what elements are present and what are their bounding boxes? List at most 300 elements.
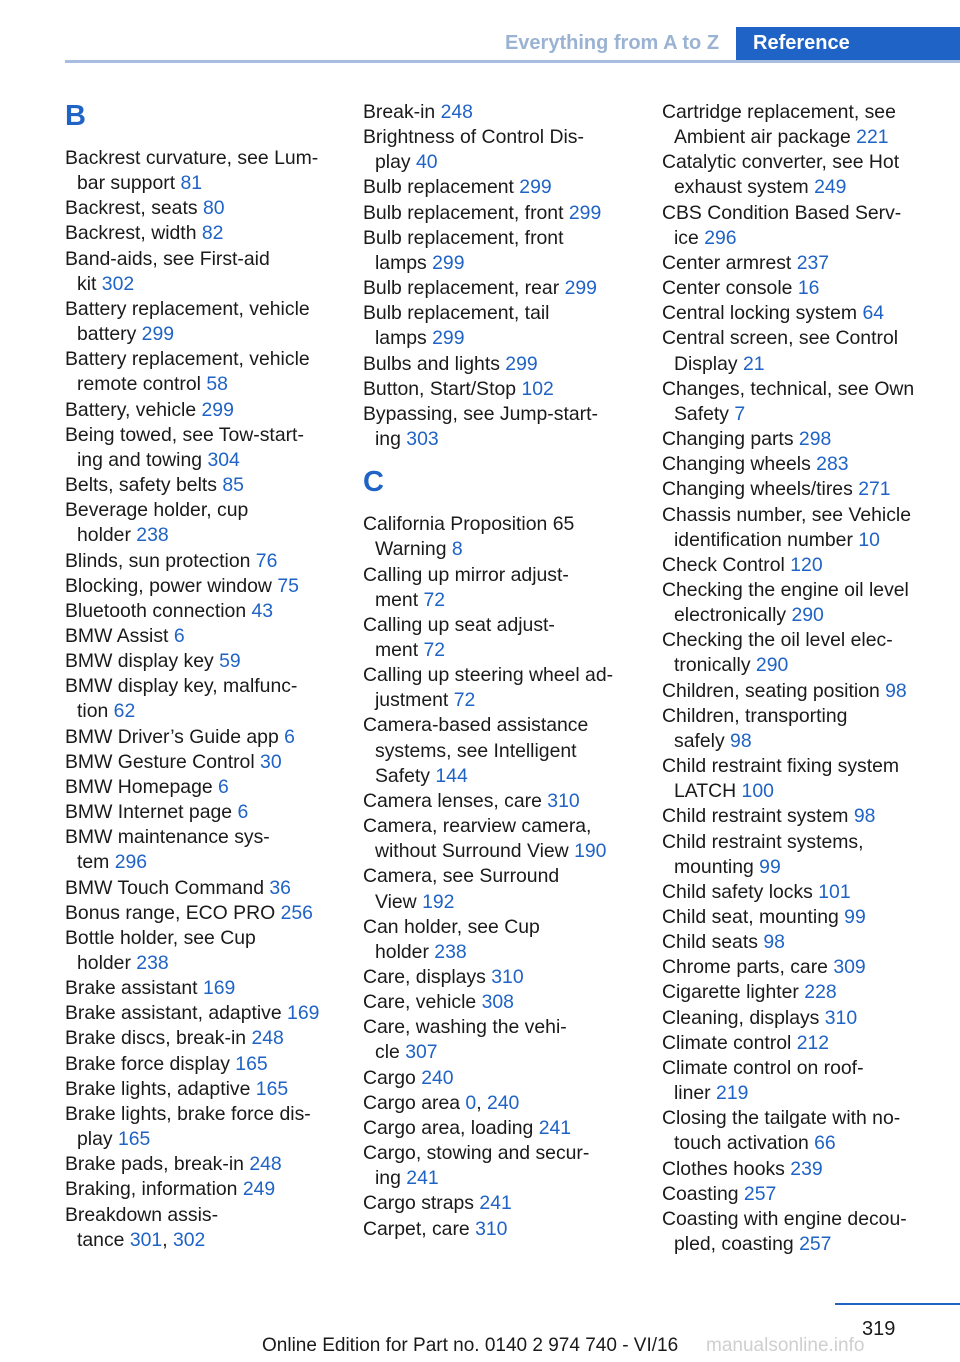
index-entry: [65, 750, 335, 775]
index-term: Child seats: [662, 931, 758, 954]
index-term: LATCH: [674, 780, 737, 803]
page-reference-link[interactable]: 310: [824, 1006, 858, 1029]
index-term: Camera, see Surround: [363, 865, 560, 888]
page-reference-link[interactable]: 10: [858, 528, 880, 551]
page-reference-link[interactable]: 165: [117, 1128, 151, 1151]
page-reference-link[interactable]: 98: [763, 931, 785, 954]
index-term: Backrest, seats: [65, 197, 198, 220]
index-entry: [662, 628, 952, 678]
index-term: Battery replacement, vehicle: [65, 348, 310, 371]
page-reference-link[interactable]: 308: [481, 991, 514, 1014]
page-reference-link[interactable]: 248: [251, 1027, 284, 1050]
index-term: Checking the oil level elec-: [662, 629, 893, 652]
page-reference-link[interactable]: 238: [136, 952, 169, 974]
page-reference-link[interactable]: 6: [173, 624, 185, 647]
page-reference-link[interactable]: 76: [255, 549, 278, 572]
page-reference-link[interactable]: 72: [423, 638, 446, 661]
index-term: ment: [375, 588, 419, 611]
index-entry: Breakdown assis- tance 301, 302: [65, 1203, 219, 1251]
index-term: safely: [674, 729, 725, 752]
page-reference-link[interactable]: 64: [862, 302, 885, 325]
page-reference-link[interactable]: 290: [755, 654, 789, 677]
index-entry: [662, 1182, 952, 1207]
index-term: exhaust system: [674, 176, 809, 199]
index-entry: [662, 754, 952, 804]
index-entry: [363, 915, 633, 965]
index-term: Brake force display: [65, 1052, 230, 1075]
page-reference-link[interactable]: 30: [260, 750, 282, 773]
index-term: Camera-based assistance: [363, 714, 589, 737]
page-reference-link[interactable]: 21: [742, 352, 765, 375]
page-reference-link[interactable]: 58: [206, 373, 228, 396]
index-letter-heading: C: [363, 466, 384, 499]
page-reference-link[interactable]: 6: [284, 725, 295, 748]
page-reference-link[interactable]: 299: [568, 201, 602, 224]
header-chapter-tab: Reference: [736, 27, 960, 60]
index-term: Child seat, mounting: [662, 906, 839, 928]
page-reference-link[interactable]: 98: [885, 679, 907, 702]
index-term: Brake assistant: [65, 977, 198, 1000]
page-reference-link[interactable]: 6: [218, 775, 229, 798]
index-entry: [65, 1102, 335, 1152]
index-entry: [363, 563, 633, 613]
index-entry: [363, 613, 633, 663]
index-entry: [363, 352, 633, 377]
index-entry: [65, 800, 335, 825]
index-term: Child safety locks: [662, 880, 813, 903]
page-reference-link[interactable]: 310: [547, 789, 580, 812]
index-term: Coasting with engine decou-: [662, 1207, 907, 1230]
index-term: Bypassing, see Jump-start-: [363, 402, 598, 425]
page-reference-link[interactable]: 238: [136, 524, 169, 547]
index-term: Warning: [375, 538, 447, 561]
index-term: identification number: [674, 528, 853, 551]
index-term: Care, washing the vehi-: [363, 1016, 567, 1039]
index-term: Cargo, stowing and secur-: [363, 1142, 590, 1165]
index-letter-heading: B: [65, 100, 86, 132]
index-term: play: [375, 151, 411, 174]
page-reference-link[interactable]: 299: [564, 277, 597, 300]
index-term: without Surround View: [375, 840, 569, 863]
page-reference-link[interactable]: 299: [432, 327, 465, 350]
index-term: Can holder, see Cup: [363, 915, 540, 938]
index-term: ment: [375, 638, 419, 661]
page-reference-link[interactable]: 248: [249, 1153, 282, 1176]
index-entry: [65, 221, 335, 246]
index-term: Chrome parts, care: [662, 956, 828, 979]
page-reference-link[interactable]: 290: [791, 604, 824, 627]
index-entry: [65, 825, 335, 875]
index-entry: [363, 789, 633, 814]
index-term: Cargo area: [363, 1091, 461, 1114]
index-entry: [65, 674, 335, 724]
index-column-3: [662, 100, 952, 1257]
page-reference-link[interactable]: 238: [434, 940, 467, 963]
page-reference-link[interactable]: 283: [816, 453, 849, 476]
index-entry: [65, 398, 335, 423]
index-entry: [662, 452, 952, 477]
page-reference-link[interactable]: 98: [730, 729, 752, 752]
page-reference-link[interactable]: 299: [505, 352, 538, 375]
page-reference-link[interactable]: 271: [858, 478, 891, 501]
index-term: Changes, technical, see Own: [662, 377, 915, 400]
index-term: Closing the tailgate with no-: [662, 1107, 901, 1130]
index-term: Bottle holder, see Cup: [65, 926, 256, 949]
page-reference-link[interactable]: 169: [287, 1002, 320, 1025]
page-reference-link[interactable]: 120: [790, 553, 823, 576]
index-entry: [65, 1001, 335, 1026]
page-reference-link[interactable]: 309: [833, 956, 866, 979]
index-term: Band-aids, see First-aid: [65, 247, 270, 270]
page-reference-link[interactable]: 165: [255, 1077, 289, 1100]
index-term: Braking, information: [65, 1178, 238, 1201]
index-entry: [65, 901, 335, 926]
page-reference-link[interactable]: 100: [741, 780, 774, 803]
index-entry: [662, 150, 952, 200]
index-entry: [65, 473, 335, 498]
page-reference-link[interactable]: 8: [451, 538, 463, 561]
index-term: tance: [77, 1228, 125, 1251]
index-term: California Proposition 65: [363, 513, 575, 536]
page-reference-link[interactable]: 240: [421, 1066, 454, 1089]
index-term: Clothes hooks: [662, 1157, 785, 1180]
index-entry: [363, 1191, 633, 1216]
index-entry: [363, 100, 633, 125]
page-reference-link[interactable]: 310: [491, 966, 524, 988]
page-reference-link[interactable]: 298: [798, 428, 832, 451]
index-term: justment: [375, 689, 449, 712]
index-entry: [65, 1152, 335, 1177]
index-term: Check Control: [662, 553, 785, 576]
edition-note: Online Edition for Part no. 0140 2 974 740 - VI/16: [262, 1335, 679, 1356]
index-entry: [662, 830, 952, 880]
index-entry: [363, 175, 633, 200]
index-term: Coasting: [662, 1182, 739, 1205]
index-term: Brake lights, brake force dis-: [65, 1102, 311, 1125]
page-reference-link[interactable]: 16: [797, 277, 820, 300]
index-entry: [662, 980, 952, 1005]
index-term: Child restraint system: [662, 805, 849, 828]
index-term: Carpet, care: [363, 1217, 470, 1240]
index-column-2: [363, 100, 633, 1242]
index-entry: [662, 503, 952, 553]
page-reference-link[interactable]: 99: [759, 855, 781, 878]
index-term: Children, transporting: [662, 704, 848, 727]
index-entry: [65, 926, 335, 976]
page-reference-link[interactable]: 299: [519, 176, 552, 199]
index-entry: [65, 1052, 335, 1077]
page-reference-link[interactable]: 165: [235, 1052, 268, 1075]
index-entry: [662, 955, 952, 980]
index-entry: [65, 297, 335, 347]
index-term: Changing parts: [662, 428, 794, 451]
index-entry: [65, 1177, 335, 1202]
index-term: pled, coasting: [674, 1233, 794, 1256]
page-reference-link[interactable]: 296: [114, 851, 148, 874]
page-reference-link[interactable]: 102: [521, 377, 554, 400]
index-entry: [363, 1141, 633, 1191]
index-entry: [363, 990, 633, 1015]
page-reference-link[interactable]: 62: [113, 700, 136, 723]
page-reference-link[interactable]: 240: [486, 1091, 520, 1114]
page-reference-link[interactable]: 302: [172, 1228, 206, 1251]
index-entry: [65, 599, 335, 624]
index-term: Brake pads, break-in: [65, 1153, 244, 1176]
index-entry: [363, 276, 633, 301]
index-term: holder: [77, 952, 131, 974]
page-reference-link[interactable]: 304: [207, 448, 240, 471]
index-entry: [662, 477, 952, 502]
page-reference-link[interactable]: 192: [422, 890, 455, 913]
index-term: Bluetooth connection: [65, 599, 247, 622]
index-term: Blocking, power window: [65, 574, 272, 597]
index-term: BMW Gesture Control: [65, 750, 255, 773]
index-term: Brake discs, break-in: [65, 1027, 247, 1050]
page-reference-link[interactable]: 299: [432, 251, 465, 274]
index-entry: [662, 804, 952, 829]
index-entry: [65, 247, 335, 297]
index-entry: [65, 775, 335, 800]
index-term: Center console: [662, 277, 793, 300]
index-entry: [363, 1217, 633, 1242]
page-reference-link[interactable]: 43: [251, 599, 274, 622]
page-reference-link[interactable]: 256: [280, 901, 313, 924]
page-reference-link[interactable]: 81: [180, 172, 203, 195]
index-term: BMW Internet page: [65, 801, 233, 824]
index-term: liner: [674, 1082, 711, 1105]
index-term: Child restraint systems,: [662, 830, 864, 853]
index-entry: [363, 201, 633, 226]
index-term: ing: [375, 428, 401, 451]
index-term: battery: [77, 323, 137, 346]
index-term: Battery replacement, vehicle: [65, 297, 310, 320]
index-term: Catalytic converter, see Hot: [662, 151, 900, 174]
page-reference-link[interactable]: 212: [796, 1031, 830, 1054]
index-term: Changing wheels: [662, 453, 811, 476]
index-entry: [65, 498, 335, 548]
index-term: tronically: [674, 654, 751, 677]
page-reference-link[interactable]: 169: [202, 977, 236, 1000]
index-entry: [662, 679, 952, 704]
index-entry: [65, 1026, 335, 1051]
page-reference-link[interactable]: 296: [704, 226, 737, 249]
index-entry: [363, 864, 633, 914]
page-reference-link[interactable]: 302: [101, 272, 135, 295]
index-entry: [662, 251, 952, 276]
index-entry: [65, 725, 335, 750]
index-term: BMW display key, malfunc-: [65, 675, 298, 698]
index-entry: [662, 1056, 952, 1106]
index-entry: [662, 427, 952, 452]
page-reference-link[interactable]: 59: [219, 650, 241, 673]
index-term: Bulb replacement, front: [363, 201, 564, 224]
index-entry: [363, 1015, 633, 1065]
index-term: Cigarette lighter: [662, 981, 799, 1004]
page-reference-link[interactable]: 249: [814, 176, 847, 199]
index-entry: [363, 512, 633, 562]
index-term: Calling up seat adjust-: [363, 613, 555, 636]
page-reference-link[interactable]: 241: [406, 1167, 439, 1190]
index-entry: [662, 1031, 952, 1056]
page-reference-link[interactable]: 190: [574, 840, 607, 863]
index-entry: [65, 876, 335, 901]
index-term: holder: [77, 524, 131, 547]
index-entry: [65, 649, 335, 674]
header-section-title: Everything from A to Z: [488, 27, 736, 60]
page-reference-link[interactable]: 241: [479, 1192, 512, 1215]
index-entry: [662, 880, 952, 905]
index-term: Bonus range, ECO PRO: [65, 901, 276, 924]
page-reference-link[interactable]: 40: [415, 151, 438, 174]
page-reference-link[interactable]: 299: [141, 323, 175, 346]
index-entry: [65, 574, 335, 599]
index-entry: [65, 549, 335, 574]
page-reference-link[interactable]: 310: [475, 1217, 508, 1240]
index-term: Climate control: [662, 1031, 792, 1054]
index-entry: [662, 553, 952, 578]
page-reference-link[interactable]: 98: [853, 805, 876, 828]
index-term: Calling up mirror adjust-: [363, 563, 569, 586]
index-entry: [363, 402, 633, 452]
page-reference-link[interactable]: 72: [453, 689, 476, 712]
index-term: Center armrest: [662, 251, 792, 274]
page-reference-link[interactable]: 0: [465, 1091, 477, 1114]
index-term: Button, Start/Stop: [363, 377, 517, 400]
page-reference-link[interactable]: 303: [406, 428, 439, 451]
index-entry: [65, 1077, 335, 1102]
index-term: cle: [375, 1041, 400, 1064]
index-term: Backrest curvature, see Lum-: [65, 147, 319, 169]
index-term: Cargo area, loading: [363, 1116, 534, 1139]
page-reference-link[interactable]: 101: [818, 880, 851, 903]
index-entry: [363, 1066, 633, 1091]
index-entry: [662, 930, 952, 955]
page-reference-link[interactable]: 80: [202, 197, 225, 220]
page-reference-link[interactable]: 144: [435, 764, 468, 787]
index-entry: [65, 423, 335, 473]
index-term: remote control: [77, 373, 201, 396]
page-reference-link[interactable]: 241: [538, 1116, 572, 1139]
index-term: Changing wheels/tires: [662, 478, 853, 501]
index-term: Checking the engine oil level: [662, 578, 909, 601]
index-term: bar support: [77, 172, 176, 195]
index-term: Safety: [375, 764, 430, 787]
page-reference-link[interactable]: 72: [423, 588, 446, 611]
index-term: Care, vehicle: [363, 991, 477, 1014]
index-term: Children, seating position: [662, 679, 880, 702]
index-entry: [363, 1116, 633, 1141]
index-term: Break-in: [363, 101, 436, 123]
page-reference-link[interactable]: 257: [743, 1182, 777, 1205]
index-entry: [65, 976, 335, 1001]
index-entry: [662, 301, 952, 326]
page-reference-link[interactable]: 299: [201, 398, 234, 421]
index-term: tion: [77, 700, 109, 723]
footer-rule: [835, 1303, 960, 1305]
page-reference-link[interactable]: 257: [799, 1233, 832, 1256]
index-entry: [662, 201, 952, 251]
page-reference-link[interactable]: 248: [440, 101, 473, 123]
index-term: Cargo straps: [363, 1192, 475, 1215]
index-term: View: [375, 890, 417, 913]
page-reference-link[interactable]: 307: [405, 1041, 438, 1064]
page-reference-link[interactable]: 7: [734, 402, 746, 425]
index-term: Battery, vehicle: [65, 398, 197, 421]
index-entry: [662, 905, 952, 930]
page-reference-link[interactable]: 82: [201, 222, 224, 245]
index-entry: [363, 301, 633, 351]
index-term: Brake lights, adaptive: [65, 1077, 251, 1100]
index-term: BMW maintenance sys-: [65, 826, 270, 849]
index-entry: [662, 326, 952, 376]
index-entry: [363, 226, 633, 276]
index-term: Bulb replacement, rear: [363, 277, 560, 300]
index-entry: [65, 146, 335, 196]
index-term: Backrest, width: [65, 222, 197, 245]
page-reference-link[interactable]: 249: [242, 1178, 276, 1201]
page-reference-link[interactable]: 66: [814, 1132, 836, 1155]
index-entry: [65, 347, 335, 397]
index-term: Bulb replacement: [363, 176, 514, 199]
index-entry: [363, 663, 633, 713]
index-term: CBS Condition Based Serv-: [662, 201, 902, 224]
index-entry: [363, 377, 633, 402]
index-term: ice: [674, 226, 699, 249]
page-reference-link[interactable]: 237: [796, 251, 830, 274]
page-reference-link[interactable]: 239: [790, 1157, 823, 1180]
page-reference-link[interactable]: 36: [269, 876, 291, 899]
page-reference-link[interactable]: 301: [129, 1228, 163, 1251]
index-entry: [65, 196, 335, 221]
page-reference-link[interactable]: 99: [844, 906, 866, 928]
index-entry: [662, 1006, 952, 1031]
watermark: manualsonline.info: [706, 1335, 865, 1356]
index-term: Bulbs and lights: [363, 352, 500, 375]
index-term: BMW display key: [65, 650, 214, 673]
index-term: play: [77, 1128, 113, 1151]
index-term: mounting: [674, 855, 754, 878]
page-reference-link[interactable]: 228: [804, 981, 837, 1004]
index-term: Ambient air package: [674, 126, 851, 149]
index-entry: [363, 965, 633, 990]
index-term: Climate control on roof-: [662, 1056, 864, 1079]
index-entry: [662, 1157, 952, 1182]
index-term: BMW Homepage: [65, 775, 213, 798]
page-reference-link[interactable]: 6: [237, 801, 249, 824]
index-entry: [662, 1207, 952, 1257]
index-entry: [662, 377, 952, 427]
page-reference-link[interactable]: 75: [277, 574, 299, 597]
index-entry: [65, 624, 335, 649]
index-term: kit: [77, 272, 97, 295]
index-term: Bulb replacement, tail: [363, 302, 550, 325]
index-entry: Cargo area 0, 240: [363, 1091, 520, 1114]
index-entry: [662, 1106, 952, 1156]
index-term: ing and towing: [77, 448, 203, 471]
index-term: touch activation: [674, 1132, 809, 1155]
page-reference-link[interactable]: 221: [856, 126, 889, 149]
page-reference-link[interactable]: 85: [222, 474, 244, 497]
index-term: tem: [77, 851, 110, 874]
index-term: Blinds, sun protection: [65, 549, 251, 572]
page-reference-link[interactable]: 219: [716, 1082, 749, 1105]
index-term: BMW Driver’s Guide app: [65, 725, 279, 748]
index-term: Beverage holder, cup: [65, 499, 249, 522]
page-number: 319: [862, 1318, 896, 1340]
index-term: BMW Touch Command: [65, 876, 264, 899]
index-term: Chassis number, see Vehicle: [662, 503, 911, 526]
index-term: Breakdown assis-: [65, 1203, 219, 1226]
